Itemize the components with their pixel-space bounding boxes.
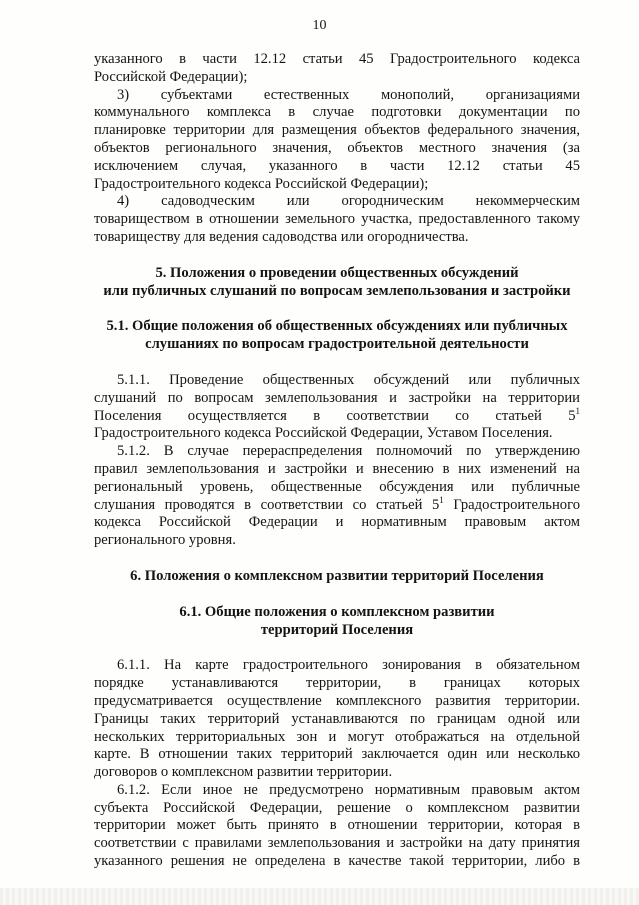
heading-line: 5.1. Общие положения об общественных обсуждениях или публичных: [106, 318, 568, 335]
text-line: товариществом в отношении земельного участка, предоставленного такому: [94, 211, 580, 228]
text-fragment: Поселения осуществляется в соответствии со статьей 5: [94, 407, 576, 424]
superscript: 1: [575, 405, 580, 416]
paragraph-5-1-2: [94, 443, 580, 550]
paragraph-6-1-1: [94, 657, 580, 782]
paragraph-6-1-2: [94, 782, 580, 871]
text-line: исключением случая, указанного в части 12.12 статьи 45: [94, 157, 580, 174]
text-line: нескольких территориальных зон и могут отображаться на отдельной: [94, 728, 580, 745]
heading-line: 5. Положения о проведении общественных обсуждений: [155, 264, 519, 281]
text-line: 5.1.1. Проведение общественных обсуждений или публичных: [117, 371, 580, 388]
document-body: [94, 51, 580, 871]
page-number: 10: [312, 18, 327, 33]
text-line: 3) субъектами естественных монополий, организациями: [117, 86, 580, 103]
text-line: 6.1.2. Если иное не предусмотрено нормативным правовым актом: [117, 781, 580, 798]
text-line: 6.1.1. На карте градостроительного зонирования в обязательном: [117, 657, 580, 674]
text-line: указанного решения не определена в качестве такой территории, либо в: [94, 853, 580, 870]
text-line: объектов регионального значения, объектов местного значения (за: [94, 139, 580, 156]
heading-line: 6.1. Общие положения о комплексном развитии: [179, 603, 495, 620]
text-line: указанного в части 12.12 статьи 45 Градостроительного кодекса: [94, 51, 580, 67]
text-line: 5.1.2. В случае перераспределения полномочий по утверждению: [117, 443, 580, 460]
text-fragment: Градостроительного: [443, 496, 580, 513]
text-line: Градостроительного кодекса Российской Федерации, Уставом Поселения.: [94, 425, 553, 442]
text-fragment: слушания проводятся в соответствии со статьей 5: [94, 496, 440, 513]
text-line: территории может быть принято в отношении территории, которая в: [94, 817, 580, 834]
text-line: Границы таких территорий устанавливаются по границам одной или: [94, 710, 580, 727]
section-heading-6: [94, 568, 580, 586]
text-line: слушаний по вопросам землепользования и застройки на территории: [94, 389, 580, 406]
paragraph-item-4: [94, 193, 580, 246]
heading-line: 6. Положения о комплексном развитии территорий Поселения: [130, 567, 544, 584]
paragraph-continuation: [94, 51, 580, 87]
text-line: договоров о комплексном развитии территории.: [94, 764, 393, 781]
subsection-heading-6-1: [94, 604, 580, 640]
text-line: предусматривается осуществление комплексного развития территории.: [94, 692, 580, 709]
text-line: [94, 405, 580, 426]
heading-line: или публичных слушаний по вопросам землепользования и застройки: [103, 282, 571, 299]
text-line: Российской Федерации);: [94, 68, 248, 85]
text-line: коммунального комплекса в случае подготовки документации по: [94, 104, 580, 121]
heading-line: слушаниях по вопросам градостроительной деятельности: [145, 336, 529, 353]
section-heading-5: [94, 265, 580, 301]
heading-line: территорий Поселения: [260, 621, 414, 638]
subsection-heading-5-1: [94, 318, 580, 354]
text-line: планировке территории для размещения объектов федерального значения,: [94, 122, 580, 139]
text-line: соответствии с правилами землепользования и застройки на дату принятия: [94, 835, 580, 852]
text-line: кодекса Российской Федерации и нормативным правовым актом: [94, 514, 580, 531]
text-line: порядке устанавливаются территории, в границах которых: [94, 675, 580, 692]
text-line: региональный уровень, общественные обсуждения или публичные: [94, 478, 580, 495]
text-line: 4) садоводческим или огородническим некоммерческим: [117, 193, 580, 210]
text-line: субъекта Российской Федерации, решение о комплексном развитии: [94, 799, 580, 816]
scan-edge: [0, 888, 639, 905]
paragraph-5-1-1: [94, 372, 580, 443]
text-line: товариществу для ведения садоводства или огородничества.: [94, 228, 469, 245]
superscript: 1: [439, 494, 444, 505]
text-line: [94, 494, 580, 515]
paragraph-item-3: [94, 87, 580, 194]
text-line: регионального уровня.: [94, 532, 236, 549]
text-line: правил землепользования и застройки и внесению в них изменений на: [94, 460, 580, 477]
text-line: Градостроительного кодекса Российской Федерации);: [94, 175, 429, 192]
text-line: карте. В отношении таких территорий заключается один или несколько: [94, 746, 580, 763]
